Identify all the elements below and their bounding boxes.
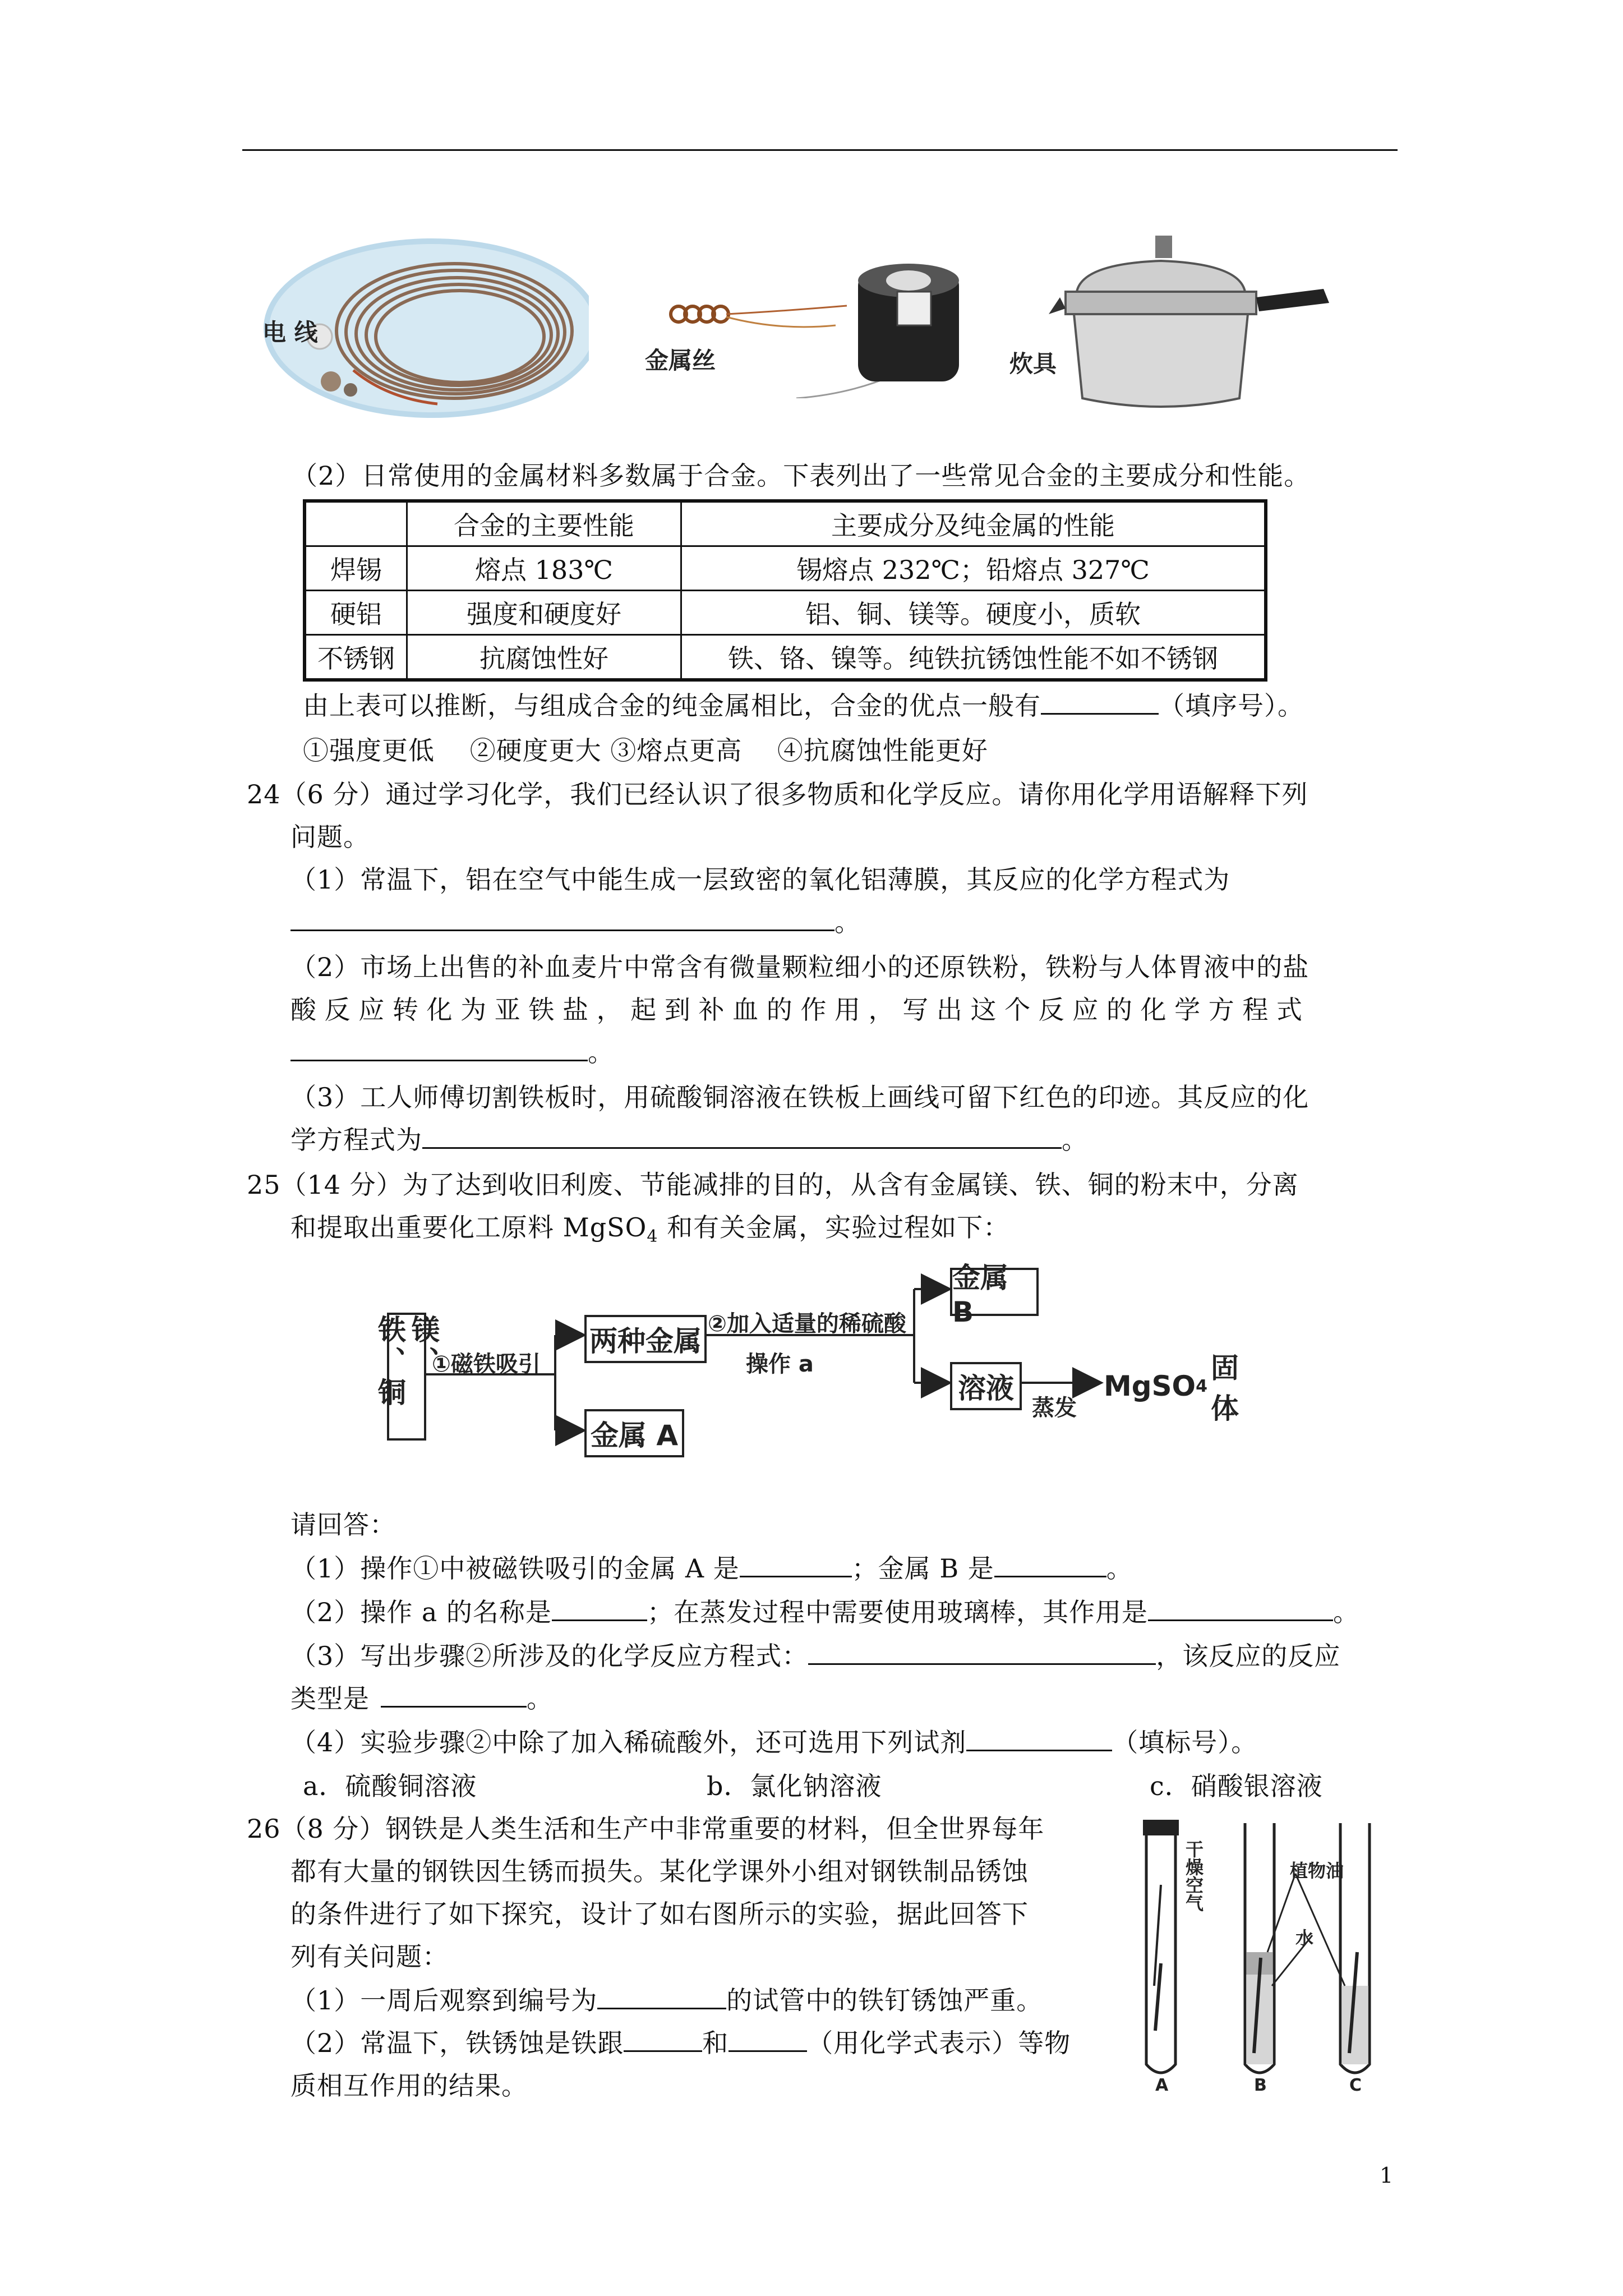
q25-option-a: a．硫酸铜溶液 (303, 1771, 477, 1801)
q25-q4-end: （填标号）。 (1112, 1727, 1258, 1757)
q25-q2-end: 。 (1332, 1597, 1359, 1627)
table-cell: 硬铝 (305, 591, 407, 635)
q25-q3-type-label: 类型是 (291, 1683, 370, 1714)
q24-p3-line2 (291, 1119, 1088, 1161)
table-cell: 焊锡 (305, 546, 407, 591)
q24-intro-1: 24（6 分）通过学习化学，我们已经认识了很多物质和化学反应。请你用化学用语解释下列 (247, 779, 1308, 809)
q25-q1-blank-b[interactable] (994, 1550, 1106, 1577)
q25-q1-blank-a[interactable] (740, 1550, 852, 1577)
table-cell: 锡熔点 232℃；铅熔点 327℃ (681, 546, 1266, 591)
flow-start-text: 镁、铁、铜 (374, 1315, 440, 1409)
q25-q2-blank-b[interactable] (1148, 1594, 1333, 1621)
q26-q1-end: 的试管中的铁钉锈蚀严重。 (726, 1985, 1043, 2016)
q26-q2 (291, 2022, 1071, 2064)
table-cell: 铝、铜、镁等。硬度小，质软 (681, 591, 1266, 635)
flow-metal-b-text: 金属 B (952, 1262, 1008, 1328)
q26-q1-text: （1）一周后观察到编号为 (291, 1985, 598, 2016)
table-row (305, 635, 1266, 680)
q26-q2-blank-a[interactable] (624, 2024, 702, 2052)
q26-line1: 26（8 分）钢铁是人类生活和生产中非常重要的材料，但全世界每年 (247, 1814, 1045, 1844)
q26-q1 (291, 1979, 1043, 2022)
table-cell: 熔点 183℃ (407, 546, 681, 591)
table-header-cell: 主要成分及纯金属的性能 (681, 501, 1266, 546)
q25-intro-text-end: 和有关金属，实验过程如下： (658, 1212, 1010, 1243)
q23-infer-suffix: （填序号）。 (1159, 691, 1304, 721)
q26-q2-blank-b[interactable] (728, 2024, 807, 2052)
flow-metal-a-text: 金属 A (590, 1419, 679, 1452)
q23-answer-blank[interactable] (1041, 687, 1159, 715)
q24-p2-line1: （2）市场上出售的补血麦片中常含有微量颗粒细小的还原铁粉，铁粉与人体胃液中的盐 (291, 952, 1310, 982)
q23-options: ①强度更低 ②硬度更大 ③熔点更高 ④抗腐蚀性能更好 (303, 735, 988, 766)
flow-metal-a-box (584, 1409, 684, 1457)
q26-q2-text-b: 和 (702, 2028, 729, 2058)
dry-air-label: 干燥空气 (1183, 1840, 1204, 1912)
q25-q3-blank-b[interactable] (381, 1680, 527, 1708)
q26-q2-text: （2）常温下，铁锈蚀是铁跟 (291, 2028, 624, 2058)
q24-p3-prefix: 学方程式为 (291, 1125, 422, 1155)
q26-q2-line2: 质相互作用的结果。 (291, 2070, 528, 2101)
water-label: 水 (1295, 1927, 1314, 1949)
q24-p2-end: 。 (588, 1037, 614, 1068)
header-rule (242, 149, 1398, 151)
q24-p3-line1: （3）工人师傅切割铁板时，用硫酸铜溶液在铁板上画线可留下红色的印迹。其反应的化 (291, 1082, 1310, 1112)
q25-q4 (291, 1721, 1257, 1764)
tube-c-label: C (1349, 2076, 1362, 2095)
flow-solution-text: 溶液 (958, 1372, 1014, 1405)
q23-infer-line (303, 684, 1304, 727)
q24-intro-2: 问题。 (291, 822, 370, 852)
flow-evaporate-label: 蒸发 (1032, 1395, 1077, 1421)
table-row (305, 546, 1266, 591)
flow-product-text-end: 固体 (1210, 1352, 1239, 1425)
flow-two-metals-text: 两种金属 (589, 1325, 702, 1358)
flow-step2-label: ②加入适量的稀硫酸 (708, 1311, 906, 1337)
q26-q2-text-c: （用化学式表示）等物 (807, 2028, 1071, 2058)
q25-q1-text: （1）操作①中被磁铁吸引的金属 A 是 (291, 1553, 740, 1584)
table-row (305, 591, 1266, 635)
flow-product-box (1101, 1352, 1252, 1425)
metal-wire-label: 金属丝 (645, 347, 716, 374)
test-tube-figure (1127, 1818, 1396, 2098)
q24-p2-line3 (291, 1031, 614, 1074)
q25-please-answer: 请回答： (291, 1510, 396, 1540)
table-header-cell (305, 501, 407, 546)
q25-option-c: c．硝酸银溶液 (1150, 1771, 1323, 1801)
q25-q3 (291, 1635, 1340, 1677)
table-header-row (305, 501, 1266, 546)
q25-q4-text: （4）实验步骤②中除了加入稀硫酸外，还可选用下列试剂 (291, 1727, 967, 1757)
page-number: 1 (1380, 2163, 1394, 2188)
cookware-label: 炊具 (1009, 350, 1057, 378)
flow-metal-b-box (950, 1262, 1039, 1328)
table-cell: 铁、铬、镍等。纯铁抗锈蚀性能不如不锈钢 (681, 635, 1266, 680)
q24-p3-end: 。 (1062, 1125, 1088, 1155)
q25-intro-2 (291, 1206, 1009, 1258)
q25-q2-text-b: ；在蒸发过程中需要使用玻璃棒，其作用是 (647, 1597, 1148, 1627)
q25-q2-blank-a[interactable] (552, 1594, 647, 1621)
q26-line4: 列有关问题： (291, 1941, 449, 1972)
table-cell: 不锈钢 (305, 635, 407, 680)
alloy-table (303, 499, 1267, 682)
q26-q1-blank[interactable] (597, 1982, 726, 2009)
q25-q3-end: 。 (527, 1683, 553, 1714)
tube-b-label: B (1254, 2076, 1267, 2095)
tube-a-label: A (1155, 2076, 1169, 2095)
q25-q2-text: （2）操作 a 的名称是 (291, 1597, 552, 1627)
q26-line2: 都有大量的钢铁因生锈而损失。某化学课外小组对钢铁制品锈蚀 (291, 1856, 1029, 1887)
q25-q3-text-b: ，该反应的反应 (1156, 1641, 1341, 1671)
q24-p1-line1: （1）常温下，铝在空气中能生成一层致密的氧化铝薄膜，其反应的化学方程式为 (291, 864, 1230, 895)
q23-part2-intro: （2）日常使用的金属材料多数属于合金。下表列出了一些常见合金的主要成分和性能。 (292, 461, 1311, 491)
q25-q4-blank[interactable] (966, 1724, 1112, 1751)
q24-p2-blank[interactable] (291, 1034, 588, 1061)
flow-two-metals-box (584, 1315, 707, 1363)
table-header-cell: 合金的主要性能 (407, 501, 681, 546)
flow-product-subscript: 4 (1196, 1376, 1207, 1396)
wire-label: 电 线 (262, 319, 318, 346)
table-cell: 强度和硬度好 (407, 591, 681, 635)
photo-metal-wire (611, 258, 993, 398)
q25-intro-text: 和提取出重要化工原料 MgSO (291, 1212, 647, 1243)
q24-p1-line2 (291, 901, 861, 944)
q25-q2 (291, 1591, 1359, 1634)
flow-diagram (376, 1257, 1251, 1492)
q24-p1-end: 。 (834, 907, 861, 937)
flow-step1-label: ①磁铁吸引 (432, 1351, 541, 1377)
q25-q1 (291, 1547, 1133, 1590)
q25-q1-end: 。 (1106, 1553, 1133, 1584)
q23-infer-text: 由上表可以推断，与组成合金的纯金属相比，合金的优点一般有 (303, 691, 1041, 721)
q25-option-b: b．氯化钠溶液 (707, 1771, 882, 1801)
q24-p2-line2: 酸 反 应 转 化 为 亚 铁 盐 ， 起 到 补 血 的 作 用 ， 写 出 这 个 反 应 的 化 学 方 程 式 (291, 995, 1303, 1025)
q25-q1-text-b: ；金属 B 是 (851, 1553, 994, 1584)
q25-q3-text: （3）写出步骤②所涉及的化学反应方程式： (291, 1641, 809, 1671)
flow-solution-box (950, 1362, 1022, 1410)
q25-intro-1: 25（14 分）为了达到收旧利废、节能减排的目的，从含有金属镁、铁、铜的粉末中，分离 (247, 1170, 1299, 1200)
flow-product-text: MgSO (1104, 1370, 1196, 1402)
veg-oil-label: 植物油 (1290, 1860, 1344, 1881)
q25-q3-blank-a[interactable] (808, 1637, 1156, 1665)
q25-q3-line2 (291, 1677, 553, 1720)
q25-intro-subscript: 4 (647, 1227, 658, 1247)
photo-cookware (1043, 230, 1346, 421)
table-cell: 抗腐蚀性好 (407, 635, 681, 680)
q24-p1-blank[interactable] (291, 904, 834, 931)
q26-line3: 的条件进行了如下探究，设计了如右图所示的实验，据此回答下 (291, 1899, 1029, 1929)
q24-p3-blank[interactable] (422, 1121, 1062, 1149)
flow-op-a-label: 操作 a (746, 1351, 814, 1377)
flow-start-box (374, 1313, 440, 1441)
